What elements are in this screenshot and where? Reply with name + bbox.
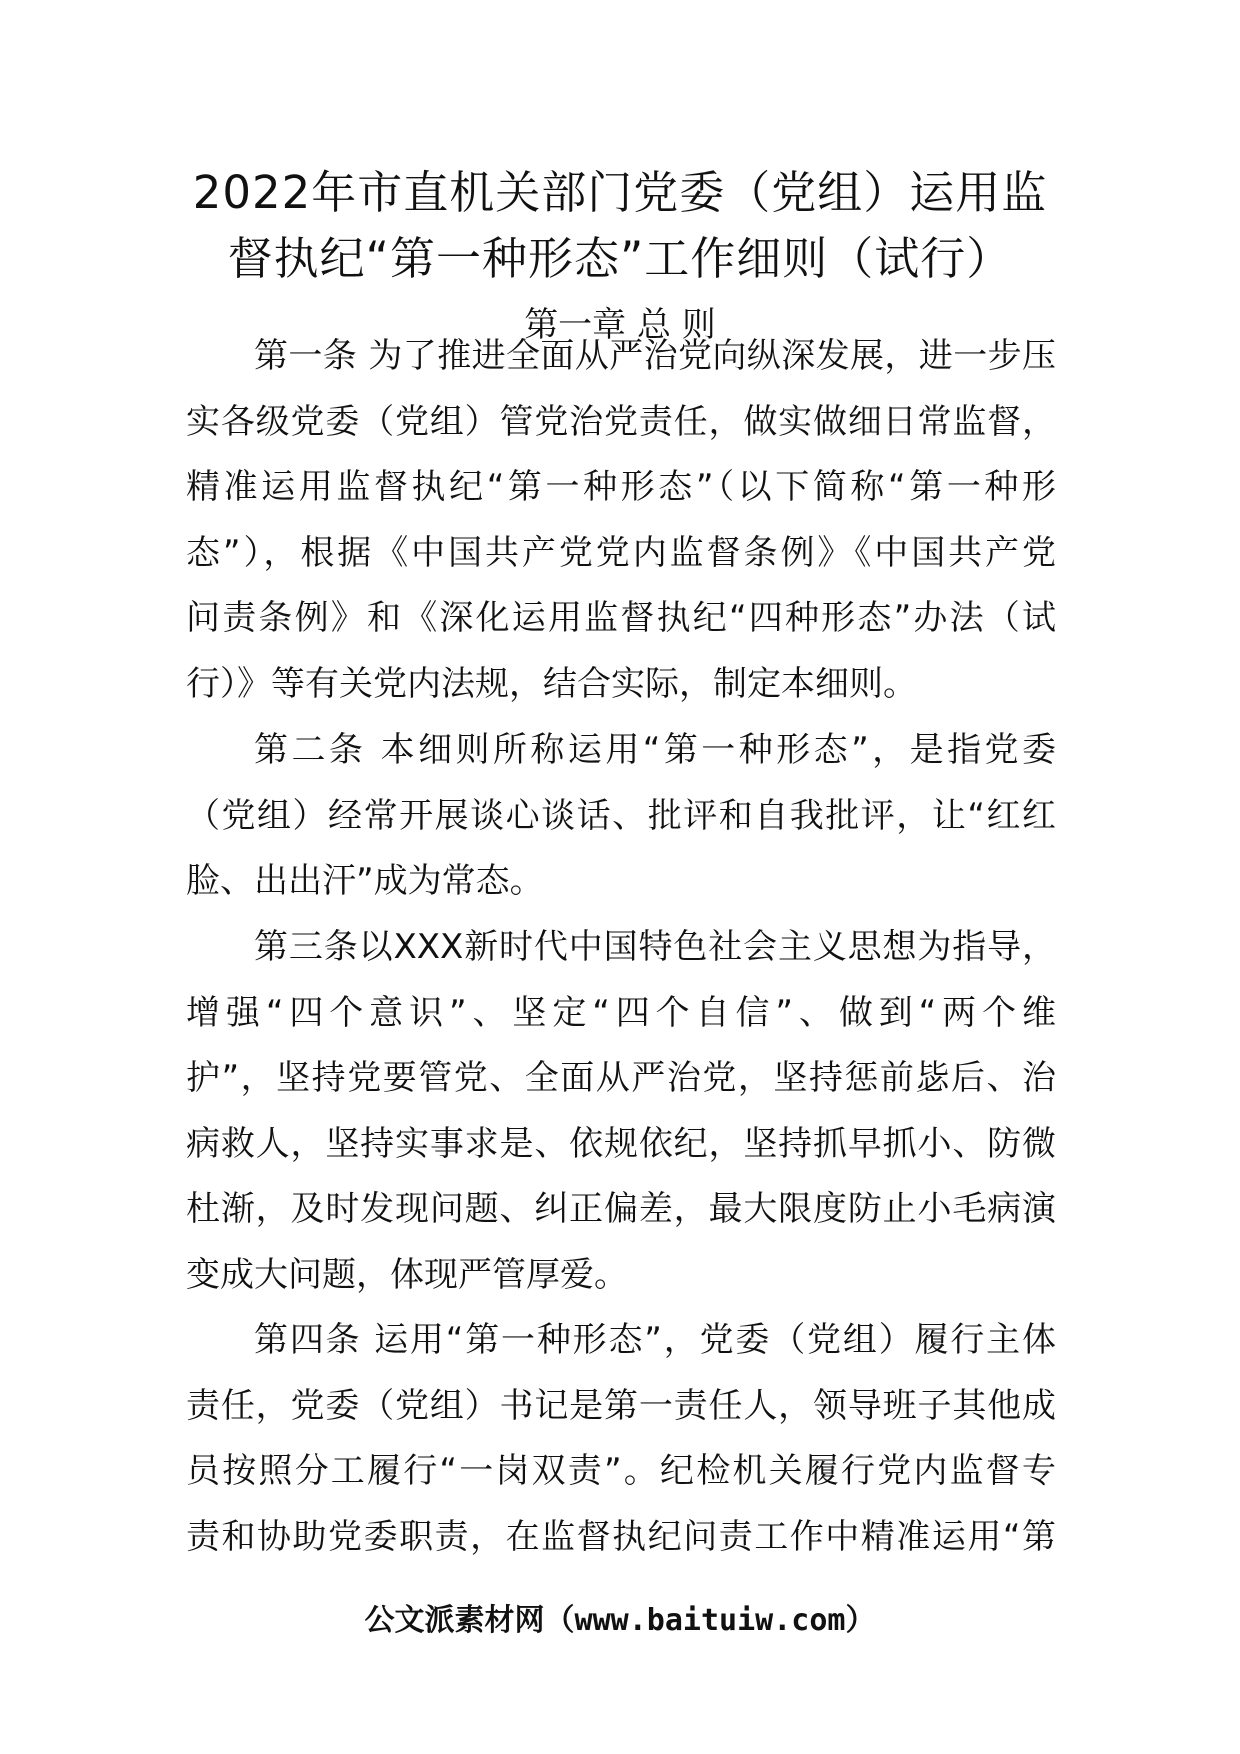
article-3-line: 第三条以XXX新时代中国特色社会主义思想为指导， [254, 927, 1056, 967]
article-4-line: 责和协助党委职责，在监督执纪问责工作中精准运用“第 [186, 1516, 1056, 1557]
title-line-2: 督执纪“第一种形态”工作细则（试行） [227, 232, 1013, 285]
article-4 [186, 1308, 1056, 1570]
article-3-line: 病救人，坚持实事求是、依规依纪，坚持抓早抓小、防微 [186, 1123, 1056, 1164]
footer-close-paren: ） [845, 1603, 876, 1638]
article-2 [186, 718, 1056, 915]
article-3-line: 变成大问题，体现严管厚爱。 [186, 1254, 628, 1295]
article-1-line: 态”），根据《中国共产党党内监督条例》《中国共产党 [186, 532, 1056, 573]
footer-open-paren: （ [544, 1603, 575, 1638]
article-1-line: 问责条例》和《深化运用监督执纪“四种形态”办法（试 [186, 598, 1056, 639]
chapter-heading: 第一章 总 则 [524, 305, 716, 345]
footer-url[interactable]: www.baituiw.com [574, 1603, 846, 1638]
article-2-line: 脸、出出汗”成为常态。 [186, 861, 544, 902]
article-4-line: 员按照分工履行“一岗双责”。纪检机关履行党内监督专 [186, 1451, 1056, 1492]
article-2-line: 第二条 本细则所称运用“第一种形态”，是指党委 [254, 730, 1056, 770]
article-1-line: 第一条 为了推进全面从严治党向纵深发展，进一步压 [254, 336, 1056, 376]
article-3-line: 增强“四个意识”、坚定“四个自信”、做到“两个维 [186, 992, 1056, 1033]
article-2-line: （党组）经常开展谈心谈话、批评和自我批评，让“红红 [186, 795, 1056, 836]
article-1-line: 行）》等有关党内法规，结合实际，制定本细则。 [186, 663, 917, 704]
article-1 [186, 324, 1056, 718]
footer-watermark [150, 1601, 1090, 1641]
article-3-line: 护”，坚持党要管党、全面从严治党，坚持惩前毖后、治 [186, 1058, 1056, 1099]
footer-site-name: 公文派素材网 [364, 1603, 545, 1638]
article-4-line: 责任，党委（党组）书记是第一责任人，领导班子其他成 [186, 1385, 1056, 1426]
article-3-line: 杜渐，及时发现问题、纠正偏差，最大限度防止小毛病演 [186, 1189, 1056, 1230]
title-line-1: 2022年市直机关部门党委（党组）运用监 [192, 166, 1048, 219]
article-1-line: 精准运用监督执纪“第一种形态”（以下简称“第一种形 [186, 467, 1056, 508]
article-3 [186, 915, 1056, 1309]
article-1-line: 实各级党委（党组）管党治党责任，做实做细日常监督， [186, 401, 1056, 442]
document-title [150, 160, 1090, 292]
article-4-line: 第四条 运用“第一种形态”，党委（党组）履行主体 [254, 1320, 1056, 1360]
